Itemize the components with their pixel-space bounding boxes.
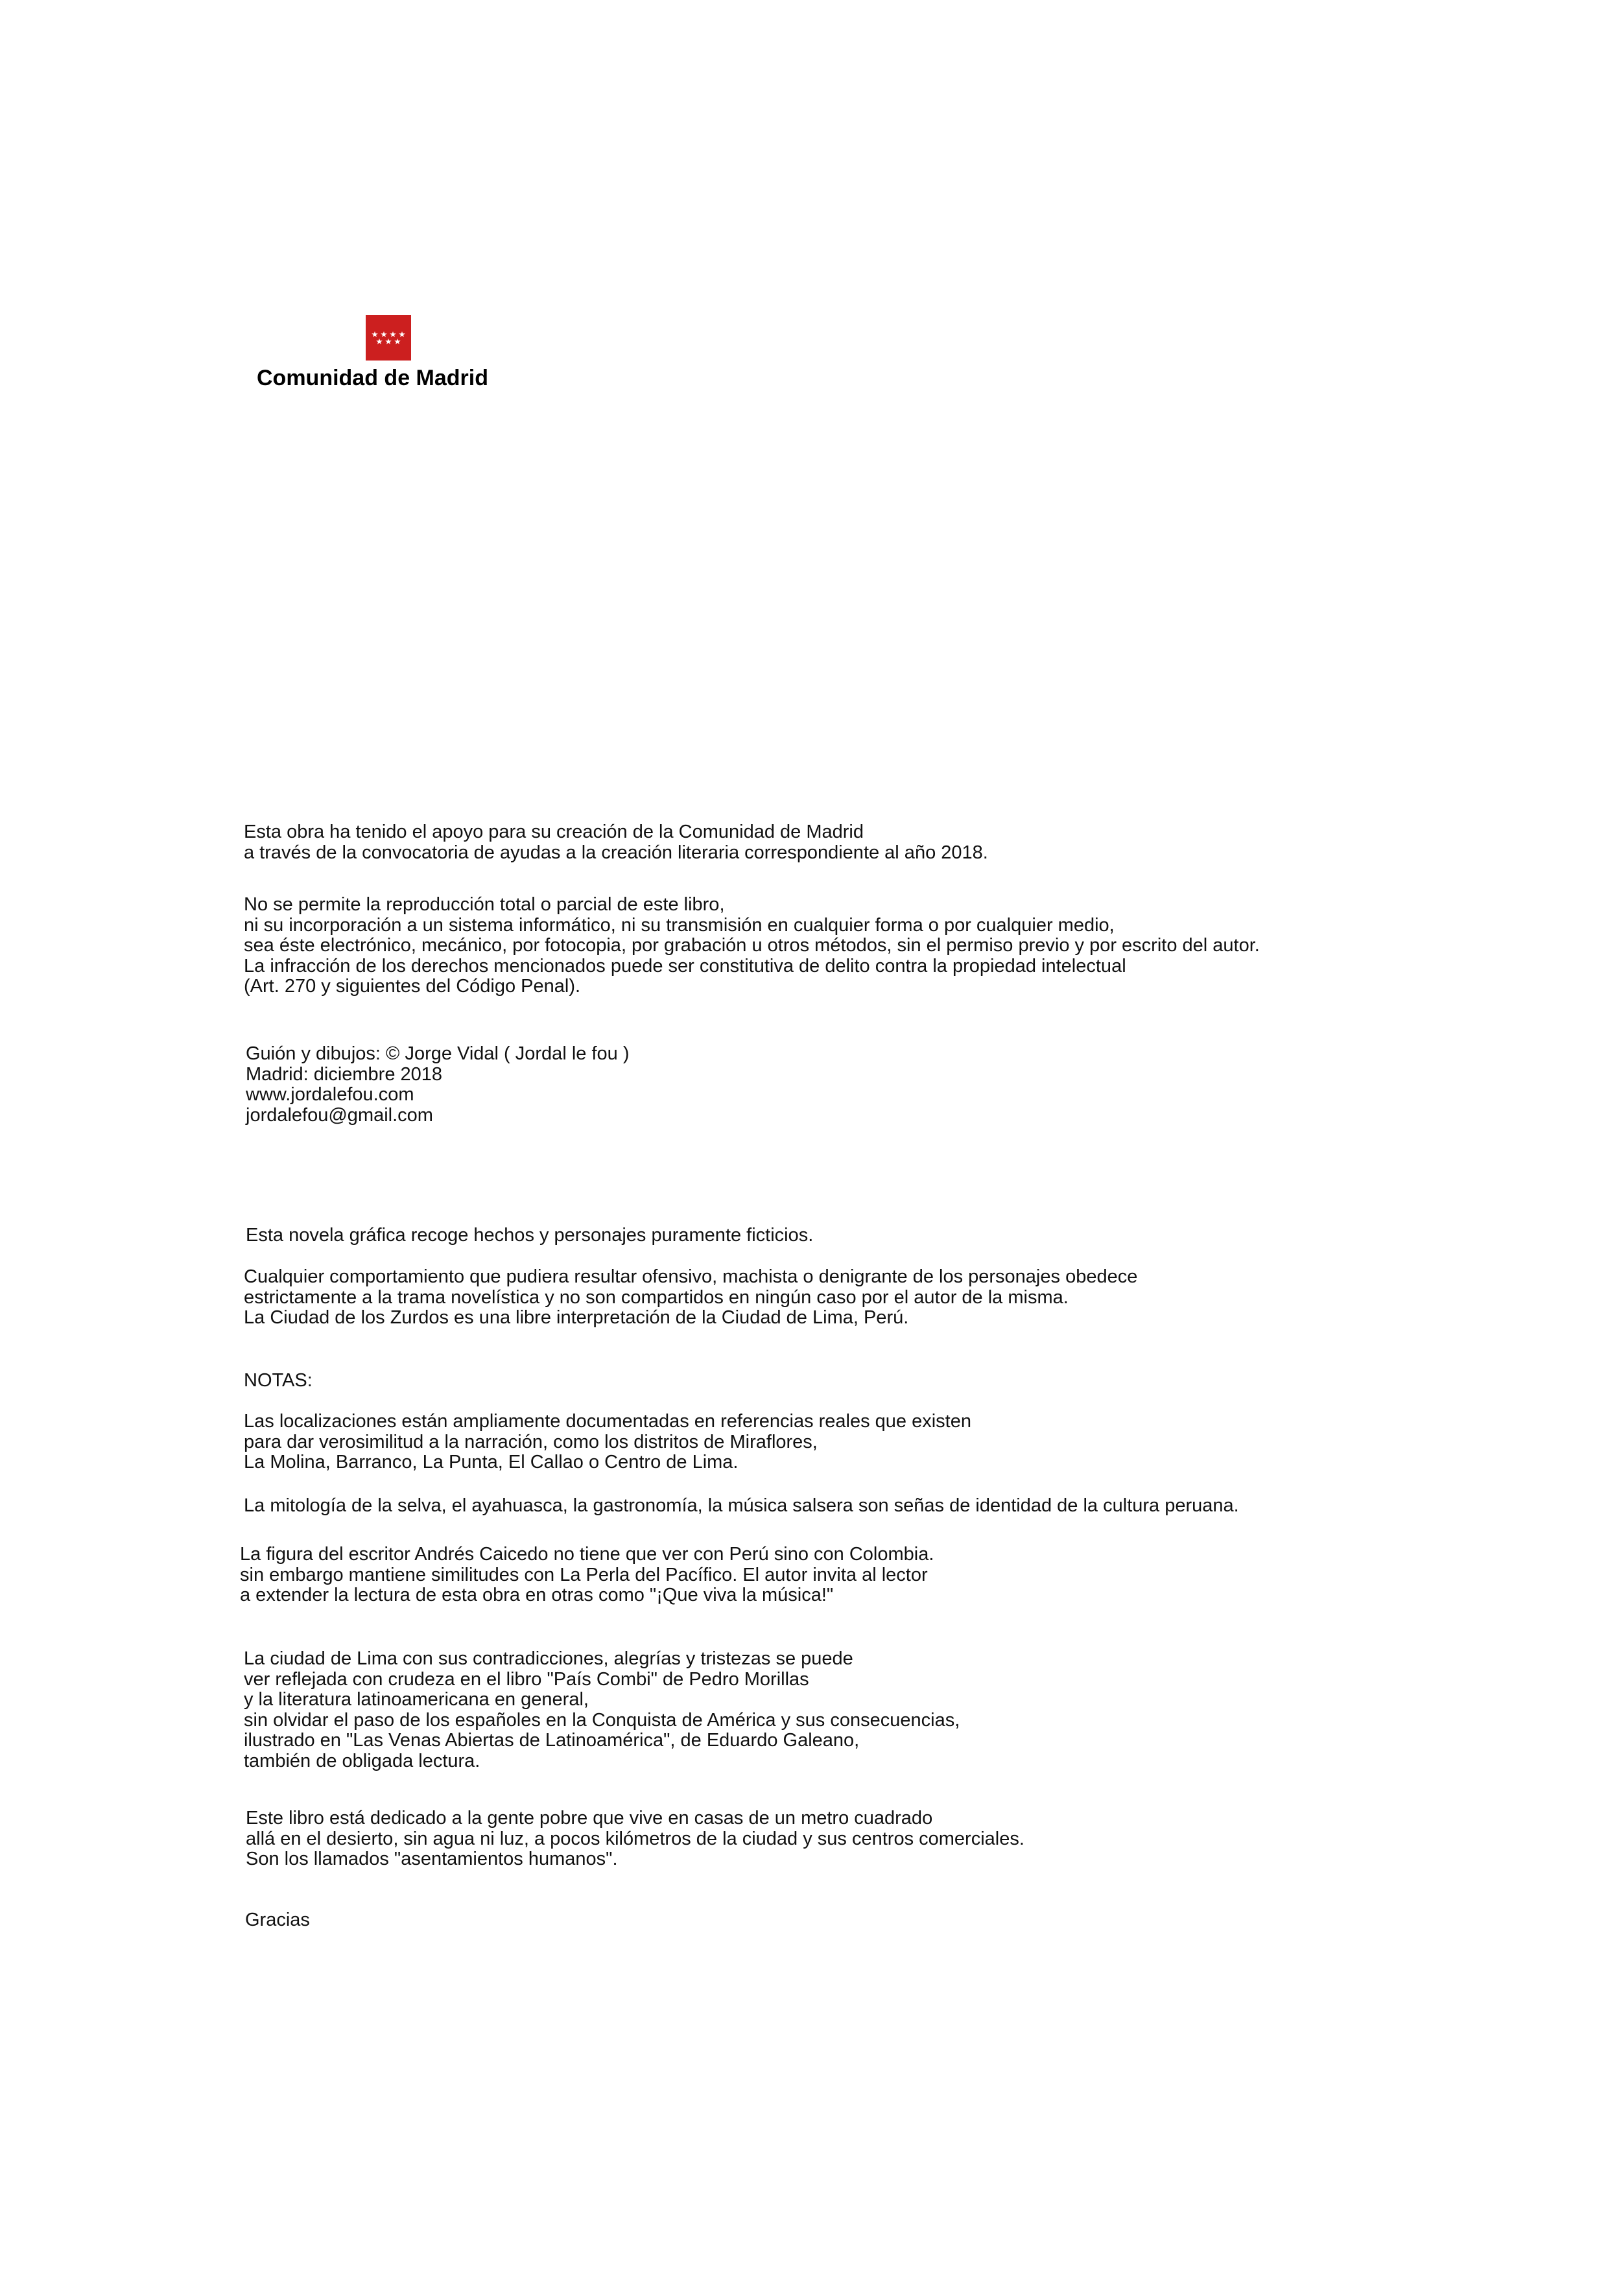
disclaimer-line: Cualquier comportamiento que pudiera resultar ofensivo, machista o denigrante de los personajes obedece (244, 1266, 1138, 1287)
note-line: a extender la lectura de esta obra en otras como "¡Que viva la música!" (240, 1585, 834, 1605)
note-lima (244, 1649, 960, 1771)
dedication-paragraph (246, 1808, 1024, 1870)
madrid-flag-icon (366, 315, 411, 361)
copyright-line: No se permite la reproducción total o parcial de este libro, (244, 894, 725, 915)
dedication-line: Son los llamados "asentamientos humanos". (246, 1849, 618, 1869)
disclaimer-line: estrictamente a la trama novelística y no son compartidos en ningún caso por el autor de la misma. (244, 1286, 1069, 1308)
note-caicedo (240, 1544, 934, 1606)
note-line: La mitología de la selva, el ayahuasca, la gastronomía, la música salsera son señas de identidad de la cultura peruana. (244, 1495, 1239, 1516)
disclaimer-line: La Ciudad de los Zurdos es una libre interpretación de la Ciudad de Lima, Perú. (244, 1307, 909, 1328)
note-line: La figura del escritor Andrés Caicedo no tiene que ver con Perú sino con Colombia. (240, 1544, 934, 1565)
thanks-text: Gracias (245, 1910, 310, 1930)
note-line: sin olvidar el paso de los españoles en la Conquista de América y sus consecuencias, (244, 1709, 960, 1731)
fiction-line: Esta novela gráfica recoge hechos y personajes puramente ficticios. (246, 1225, 814, 1246)
note-locations (244, 1412, 971, 1473)
note-line: también de obligada lectura. (244, 1750, 480, 1771)
copyright-line: ni su incorporación a un sistema informático, ni su transmisión en cualquier forma o por cualquier medio, (244, 914, 1115, 936)
note-mythology (244, 1496, 1239, 1517)
note-line: sin embargo mantiene similitudes con La Perla del Pacífico. El autor invita al lector (240, 1564, 928, 1585)
note-line: Las localizaciones están ampliamente documentadas en referencias reales que existen (244, 1411, 971, 1432)
note-line: para dar verosimilitud a la narración, como los distritos de Miraflores, (244, 1431, 818, 1452)
credits-line: Madrid: diciembre 2018 (246, 1063, 443, 1085)
disclaimer-paragraph (244, 1267, 1137, 1329)
copyright-line: sea éste electrónico, mecánico, por fotocopia, por grabación u otros métodos, sin el permiso previo y por escrito del autor. (244, 935, 1260, 956)
copyright-paragraph (244, 895, 1260, 997)
note-line: ilustrado en "Las Venas Abiertas de Latinoamérica", de Eduardo Galeano, (244, 1730, 860, 1751)
dedication-line: Este libro está dedicado a la gente pobre que vive en casas de un metro cuadrado (246, 1808, 933, 1829)
copyright-line: La infracción de los derechos mencionados puede ser constitutiva de delito contra la propiedad intelectual (244, 955, 1126, 976)
notes-heading: NOTAS: (244, 1370, 313, 1391)
note-line: y la literatura latinoamericana en general, (244, 1689, 589, 1710)
note-line: La ciudad de Lima con sus contradicciones, alegrías y tristezas se puede (244, 1648, 853, 1669)
support-line: Esta obra ha tenido el apoyo para su creación de la Comunidad de Madrid (244, 822, 864, 842)
credits-line: Guión y dibujos: © Jorge Vidal ( Jordal le fou ) (246, 1043, 630, 1064)
support-line: a través de la convocatoria de ayudas a la creación literaria correspondiente al año 2018. (244, 842, 988, 863)
credits-paragraph (246, 1044, 629, 1126)
support-paragraph (244, 822, 988, 863)
website-link[interactable]: www.jordalefou.com (246, 1084, 414, 1105)
fiction-notice (246, 1225, 813, 1246)
note-line: La Molina, Barranco, La Punta, El Callao o Centro de Lima. (244, 1452, 739, 1473)
note-line: ver reflejada con crudeza en el libro "País Combi" de Pedro Morillas (244, 1668, 809, 1690)
dedication-line: allá en el desierto, sin agua ni luz, a pocos kilómetros de la ciudad y sus centros comerciales. (246, 1828, 1024, 1849)
logo-text: Comunidad de Madrid (257, 366, 488, 390)
email-link[interactable]: jordalefou@gmail.com (246, 1104, 433, 1126)
copyright-line: (Art. 270 y siguientes del Código Penal). (244, 976, 581, 997)
